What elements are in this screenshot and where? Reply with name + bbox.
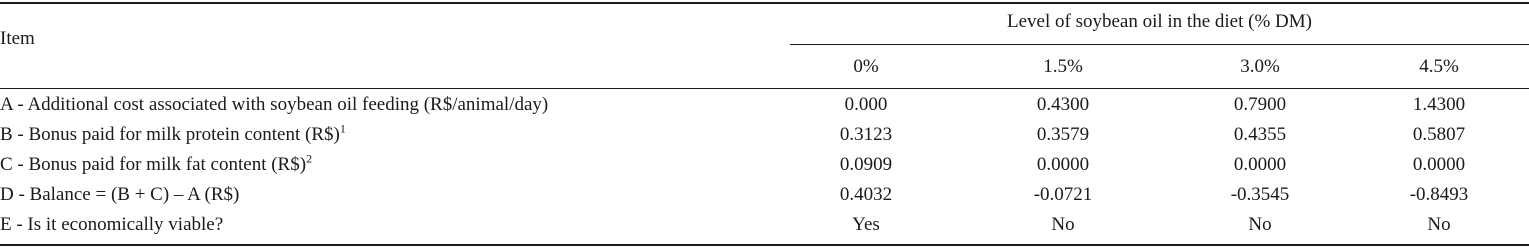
cell-c-2: 0.0000 xyxy=(1233,154,1287,175)
row-label-e: E - Is it economically viable? xyxy=(0,214,224,235)
cell-a-1: 0.4300 xyxy=(1036,94,1090,115)
footnote-marker-2: 2 xyxy=(306,151,313,166)
cell-b-2: 0.4355 xyxy=(1233,124,1287,145)
cell-d-0: 0.4032 xyxy=(839,184,893,205)
column-header-3-0: 3.0% xyxy=(1240,56,1280,77)
cell-b-1: 0.3579 xyxy=(1036,124,1090,145)
cell-e-3: No xyxy=(1427,214,1451,235)
footnote-marker-1: 1 xyxy=(339,121,346,136)
cell-c-1: 0.0000 xyxy=(1036,154,1090,175)
cell-a-3: 1.4300 xyxy=(1412,94,1466,115)
top-rule xyxy=(0,2,1529,4)
cell-d-2: -0.3545 xyxy=(1230,184,1290,205)
row-label-d: D - Balance = (B + C) – A (R$) xyxy=(0,184,240,205)
cell-d-3: -0.8493 xyxy=(1409,184,1469,205)
soybean-level-group-header: Level of soybean oil in the diet (% DM) xyxy=(1007,11,1312,32)
row-label-a: A - Additional cost associated with soybean oil feeding (R$/animal/day) xyxy=(0,94,549,115)
column-header-0: 0% xyxy=(853,56,879,77)
group-header-rule xyxy=(790,44,1529,45)
cell-c-3: 0.0000 xyxy=(1412,154,1466,175)
header-rule xyxy=(0,88,1529,89)
cell-e-1: No xyxy=(1051,214,1075,235)
column-header-4-5: 4.5% xyxy=(1419,56,1459,77)
row-label-c: C - Bonus paid for milk fat content (R$)$^2$ xyxy=(0,151,313,175)
cell-b-0: 0.3123 xyxy=(839,124,893,145)
cell-d-1: -0.0721 xyxy=(1033,184,1093,205)
cell-e-0: Yes xyxy=(852,214,880,235)
row-label-b: B - Bonus paid for milk protein content (R$)$^1$ xyxy=(0,121,346,145)
cell-e-2: No xyxy=(1248,214,1272,235)
column-header-1-5: 1.5% xyxy=(1043,56,1083,77)
cell-a-2: 0.7900 xyxy=(1233,94,1287,115)
cell-a-0: 0.000 xyxy=(844,94,888,115)
bottom-rule xyxy=(0,244,1529,246)
item-column-header: Item xyxy=(0,28,35,49)
cell-b-3: 0.5807 xyxy=(1412,124,1466,145)
cell-c-0: 0.0909 xyxy=(839,154,893,175)
